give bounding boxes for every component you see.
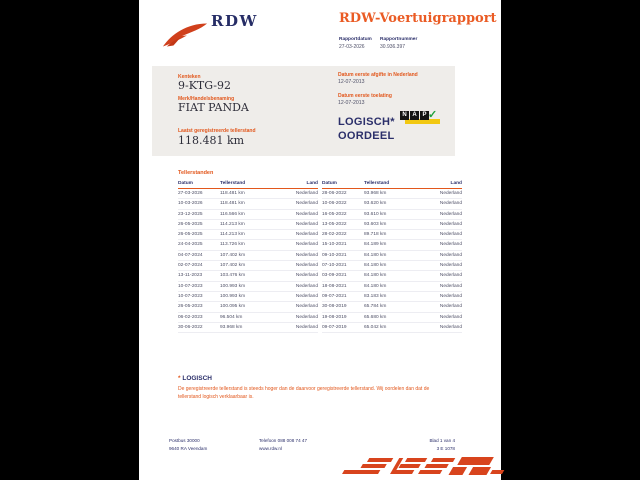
row-date: 18-08-2021 <box>322 283 347 289</box>
row-odometer: 100.993 km <box>220 283 246 289</box>
row-country: Nederland <box>439 232 462 238</box>
row-date: 30-08-2019 <box>322 304 347 310</box>
rapportdatum-value: 27-03-2026 <box>339 44 365 50</box>
nap-check-icon: ✓ <box>428 109 438 121</box>
row-country: Nederland <box>295 314 318 320</box>
row-country: Nederland <box>295 293 318 299</box>
footnote-title-text: LOGISCH <box>182 375 212 382</box>
row-odometer: 107.402 km <box>220 252 246 258</box>
footer-address-line2: 9640 RA Veendam <box>169 446 208 451</box>
row-country: Nederland <box>439 293 462 299</box>
row-date: 19-08-2019 <box>322 314 347 320</box>
footnote-text: De geregistreerde tellerstand is steeds hoger dan de daarvoor geregistreerde tellerstand. Wij oordelen dan dat de tellerstand logisch verklaarbaar is. <box>178 386 430 400</box>
table-row <box>178 313 318 323</box>
tellerstand-value: 118.481 km <box>178 134 245 147</box>
row-odometer: 113.726 km <box>220 242 245 248</box>
row-country: Nederland <box>439 283 462 289</box>
table-row <box>322 199 462 209</box>
row-date: 26-05-2025 <box>178 232 203 238</box>
row-country: Nederland <box>295 252 318 258</box>
rapportnummer-value: 30.936.397 <box>380 44 406 50</box>
row-country: Nederland <box>295 304 318 310</box>
row-country: Nederland <box>439 242 462 248</box>
row-odometer: 84.180 km <box>364 252 387 258</box>
column-header-datum: Datum <box>322 181 337 186</box>
tellerstanden-table-right <box>322 180 462 333</box>
oordeel-line1: LOGISCH* <box>338 116 395 128</box>
row-odometer: 114.213 km <box>220 221 245 227</box>
footer-website: www.rdw.nl <box>259 446 282 451</box>
row-country: Nederland <box>295 232 318 238</box>
row-date: 10-03-2026 <box>178 201 203 207</box>
table-row <box>322 323 462 333</box>
column-header-land: Land <box>450 181 462 186</box>
table-row <box>178 240 318 250</box>
table-row <box>178 230 318 240</box>
table-row <box>322 230 462 240</box>
table-row <box>178 323 318 333</box>
row-date: 15-10-2021 <box>322 242 347 248</box>
row-date: 09-07-2019 <box>322 324 347 330</box>
table-row <box>178 271 318 281</box>
table-header <box>178 180 318 189</box>
footer-address-line1: Postbus 30000 <box>169 438 200 443</box>
row-date: 30-06-2022 <box>178 324 203 330</box>
table-row <box>322 282 462 292</box>
row-odometer: 83.183 km <box>364 293 387 299</box>
oordeel-verdict <box>338 115 395 143</box>
table-row <box>178 261 318 271</box>
row-country: Nederland <box>439 263 462 269</box>
row-date: 10-07-2023 <box>178 293 203 299</box>
row-date: 24-04-2025 <box>178 242 203 248</box>
row-country: Nederland <box>295 242 318 248</box>
row-country: Nederland <box>439 252 462 258</box>
table-row <box>178 210 318 220</box>
kenteken-value: 9-KTG-92 <box>178 79 231 92</box>
row-date: 26-05-2025 <box>178 221 203 227</box>
row-date: 13-11-2023 <box>178 273 203 279</box>
rapportdatum-label: Rapportdatum <box>339 37 372 42</box>
oordeel-line2: OORDEEL <box>338 130 395 142</box>
table-row <box>322 292 462 302</box>
row-odometer: 107.402 km <box>220 263 246 269</box>
afgifte-label: Datum eerste afgifte in Nederland <box>338 72 418 78</box>
table-row <box>322 302 462 312</box>
row-country: Nederland <box>439 324 462 330</box>
column-header-tellerstand: Tellerstand <box>220 181 246 186</box>
footer-page-info <box>429 437 455 453</box>
table-row <box>322 271 462 281</box>
decorative-stripes-graphic <box>335 455 505 480</box>
nap-letter-squares <box>400 111 429 120</box>
row-date: 16-05-2022 <box>322 211 347 217</box>
table-row <box>322 189 462 199</box>
table-header <box>322 180 462 189</box>
row-date: 07-10-2021 <box>322 263 347 269</box>
row-date: 13-05-2022 <box>322 221 347 227</box>
merk-label: Merk/Handelsbenaming <box>178 96 235 102</box>
row-odometer: 96.504 km <box>220 314 243 320</box>
table-row <box>178 189 318 199</box>
nap-letter-p: P <box>420 111 429 120</box>
row-date: 27-03-2026 <box>178 191 203 196</box>
row-odometer: 84.180 km <box>364 263 387 269</box>
row-country: Nederland <box>295 191 318 196</box>
table-row <box>322 251 462 261</box>
row-country: Nederland <box>295 283 318 289</box>
toelating-label: Datum eerste toelating <box>338 93 392 99</box>
row-odometer: 65.680 km <box>364 314 387 320</box>
table-row <box>178 251 318 261</box>
table-row <box>322 240 462 250</box>
row-country: Nederland <box>295 201 318 207</box>
table-row <box>178 199 318 209</box>
row-date: 02-07-2024 <box>178 263 203 269</box>
rapportnummer-label: Rapportnummer <box>380 37 418 42</box>
row-country: Nederland <box>295 221 318 227</box>
table-row <box>178 220 318 230</box>
toelating-value: 12-07-2013 <box>338 100 365 106</box>
row-date: 23-12-2025 <box>178 211 203 217</box>
tellerstanden-table-left <box>178 180 318 333</box>
row-country: Nederland <box>439 221 462 227</box>
column-header-tellerstand: Tellerstand <box>364 181 390 186</box>
table-row <box>178 302 318 312</box>
row-country: Nederland <box>439 201 462 207</box>
table-row <box>322 313 462 323</box>
row-country: Nederland <box>439 191 462 196</box>
page-title: RDW-Voertuigrapport <box>339 11 497 26</box>
row-country: Nederland <box>439 314 462 320</box>
nap-logo <box>400 111 444 129</box>
merk-value: FIAT PANDA <box>178 101 249 114</box>
row-odometer: 84.180 km <box>364 283 387 289</box>
row-odometer: 116.566 km <box>220 211 245 217</box>
rapportnummer-field <box>380 37 417 50</box>
column-header-datum: Datum <box>178 181 193 186</box>
row-odometer: 118.481 km <box>220 191 245 196</box>
row-date: 28-06-2022 <box>322 191 347 196</box>
row-date: 09-07-2021 <box>322 293 347 299</box>
table-row <box>178 282 318 292</box>
row-odometer: 100.993 km <box>220 293 246 299</box>
footer-contact <box>259 437 307 453</box>
row-date: 09-10-2021 <box>322 252 347 258</box>
row-date: 26-05-2023 <box>178 304 203 310</box>
row-odometer: 93.968 km <box>220 324 243 330</box>
row-odometer: 93.603 km <box>364 221 387 227</box>
row-odometer: 93.610 km <box>364 211 387 217</box>
vehicle-summary-box <box>152 66 455 156</box>
row-country: Nederland <box>295 273 318 279</box>
row-country: Nederland <box>295 211 318 217</box>
row-odometer: 93.968 km <box>364 191 387 196</box>
row-date: 03-09-2021 <box>322 273 347 279</box>
footer-phone: Telefoon 088 008 74 47 <box>259 438 308 443</box>
row-odometer: 65.784 km <box>364 304 387 310</box>
footer-form-code: 3 E 1078 <box>436 446 455 451</box>
row-odometer: 65.042 km <box>364 324 387 330</box>
afgifte-value: 12-07-2013 <box>338 79 365 85</box>
row-country: Nederland <box>439 304 462 310</box>
rdw-logo-text: RDW <box>211 12 258 30</box>
row-odometer: 114.213 km <box>220 232 245 238</box>
row-odometer: 118.481 km <box>220 201 245 207</box>
footnote-title <box>178 375 212 382</box>
row-odometer: 103.476 km <box>220 273 246 279</box>
row-country: Nederland <box>295 263 318 269</box>
rapportdatum-field <box>339 37 372 50</box>
table-row <box>322 210 462 220</box>
row-date: 06-02-2023 <box>178 314 203 320</box>
tellerstanden-title: Tellerstanden <box>178 170 214 176</box>
footer-address <box>169 437 207 453</box>
kenteken-label: Kenteken <box>178 74 201 80</box>
row-odometer: 93.620 km <box>364 201 387 207</box>
table-row <box>322 261 462 271</box>
table-row <box>178 292 318 302</box>
table-body <box>178 189 318 333</box>
row-country: Nederland <box>439 211 462 217</box>
footer-page-number: Blad 1 van 4 <box>429 438 455 443</box>
nap-letter-a: A <box>410 111 419 120</box>
table-body <box>322 189 462 333</box>
footnote-asterisk: * <box>178 375 183 382</box>
row-odometer: 89.718 km <box>364 232 387 238</box>
row-date: 04-07-2024 <box>178 252 203 258</box>
row-odometer: 84.180 km <box>364 273 387 279</box>
row-country: Nederland <box>295 324 318 330</box>
rdw-wing-logo-icon <box>161 18 209 50</box>
report-document <box>139 0 501 480</box>
row-date: 10-07-2023 <box>178 283 203 289</box>
nap-letter-n: N <box>400 111 409 120</box>
row-date: 28-02-2022 <box>322 232 347 238</box>
row-odometer: 84.189 km <box>364 242 387 248</box>
row-odometer: 100.095 km <box>220 304 246 310</box>
row-date: 10-06-2022 <box>322 201 347 207</box>
column-header-land: Land <box>306 181 318 186</box>
tellerstand-label: Laatst geregistreerde tellerstand <box>178 128 256 134</box>
row-country: Nederland <box>439 273 462 279</box>
table-row <box>322 220 462 230</box>
